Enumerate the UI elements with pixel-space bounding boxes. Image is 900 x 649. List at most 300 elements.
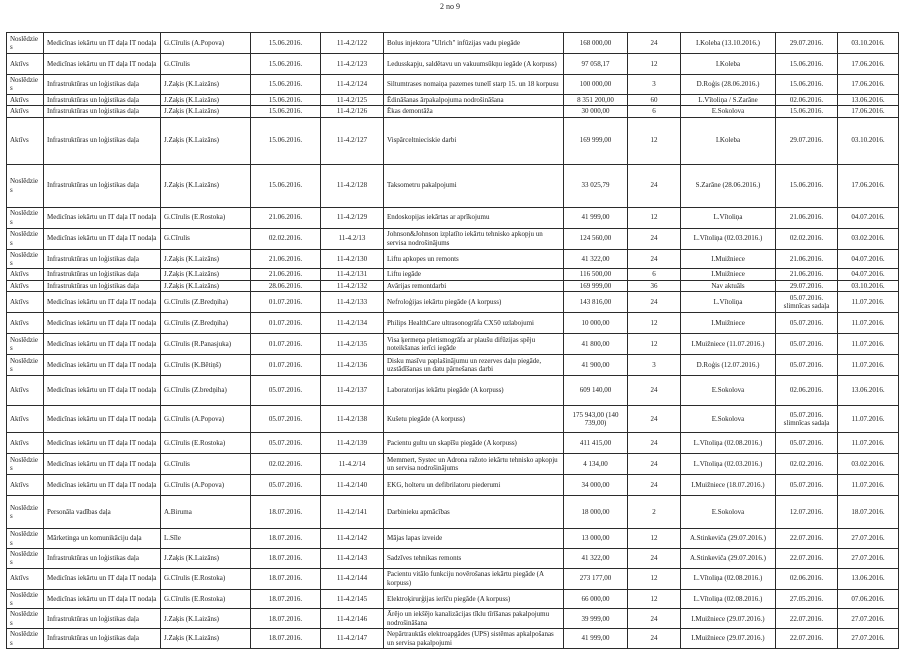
cell-date_b: 03.02.2016.: [838, 228, 899, 249]
table-row: [7, 313, 899, 334]
cell-contract_no: 11-4.2/133: [321, 292, 384, 313]
cell-amount: 41 999,00: [564, 207, 628, 228]
cell-amount: 41 322,00: [564, 548, 628, 568]
cell-contract_no: 11-4.2/124: [321, 75, 384, 95]
cell-date_signed: 01.07.2016.: [251, 292, 321, 313]
cell-date_b: 17.06.2016.: [838, 106, 899, 117]
table-row: [7, 292, 899, 313]
cell-date_signed: 15.06.2016.: [251, 106, 321, 117]
cell-term_months: 24: [628, 406, 681, 433]
cell-subject: Nefroloģijas iekārtu piegāde (A korpuss): [384, 292, 564, 313]
cell-term_months: 60: [628, 94, 681, 105]
cell-subject: Darbinieku apmācības: [384, 496, 564, 529]
cell-subject: Ārējo un iekšējo kanalizācijas tīklu tīrīšanas pakalpojumu nodrošināšana: [384, 609, 564, 629]
cell-responsible_person: G.Cīrulis (Z.Bredņiha): [161, 292, 251, 313]
cell-subject: Visa ķermeņa pletismogrāfa ar plaušu difūzijas spēju noteikšanas ierīci iegāde: [384, 334, 564, 355]
cell-contract_no: 11-4.2/123: [321, 54, 384, 75]
cell-department: Medicīnas iekārtu un IT daļa IT nodaļa: [44, 207, 161, 228]
cell-date_a: 05.07.2016.: [776, 313, 838, 334]
cell-date_b: 11.07.2016.: [838, 292, 899, 313]
cell-date_b: 11.07.2016.: [838, 334, 899, 355]
cell-department: Infrastruktūras un loģistikas daļa: [44, 75, 161, 95]
cell-date_b: 27.07.2016.: [838, 529, 899, 549]
cell-department: Infrastruktūras un loģistikas daļa: [44, 249, 161, 269]
table-row: [7, 454, 899, 475]
cell-department: Medicīnas iekārtu un IT daļa IT nodaļa: [44, 313, 161, 334]
cell-date_signed: 28.06.2016.: [251, 280, 321, 291]
cell-responsible_person: L.Sīle: [161, 529, 251, 549]
cell-term_months: 3: [628, 355, 681, 376]
cell-responsible_person: G.Cīrulis (A.Popova): [161, 406, 251, 433]
cell-status: Noslēdzies: [7, 609, 44, 629]
cell-second_person: I.Koleba: [681, 117, 776, 164]
cell-amount: 4 134,00: [564, 454, 628, 475]
table-row: [7, 164, 899, 207]
cell-status: Noslēdzies: [7, 164, 44, 207]
cell-second_person: E.Sokolova: [681, 496, 776, 529]
cell-amount: 169 999,00: [564, 117, 628, 164]
cell-responsible_person: G.Cīrulis (R.Panasjuka): [161, 334, 251, 355]
cell-second_person: A.Stinkeviča (29.07.2016.): [681, 548, 776, 568]
cell-department: Infrastruktūras un loģistikas daļa: [44, 106, 161, 117]
cell-subject: Pacientu vitālo funkciju novērošanas iekārtu piegāde (A korpuss): [384, 568, 564, 589]
cell-subject: Liftu iegāde: [384, 269, 564, 280]
cell-status: Noslēdzies: [7, 529, 44, 549]
cell-date_a: 21.06.2016.: [776, 249, 838, 269]
cell-date_a: 15.06.2016.: [776, 164, 838, 207]
cell-responsible_person: G.Cīrulis (E.Rostoka): [161, 207, 251, 228]
cell-term_months: 12: [628, 54, 681, 75]
cell-subject: Disku masīvu paplašinājumu un rezerves daļu piegāde, uzstādīšanas un datu pārnešanas darbi: [384, 355, 564, 376]
cell-second_person: L.Vītoliņa (02.08.2016.): [681, 589, 776, 609]
cell-department: Medicīnas iekārtu un IT daļa IT nodaļa: [44, 334, 161, 355]
cell-date_a: 21.06.2016.: [776, 269, 838, 280]
cell-status: Noslēdzies: [7, 249, 44, 269]
cell-date_signed: 01.07.2016.: [251, 334, 321, 355]
cell-contract_no: 11-4.2/141: [321, 496, 384, 529]
table-row: [7, 609, 899, 629]
cell-date_signed: 21.06.2016.: [251, 269, 321, 280]
cell-date_a: 02.02.2016.: [776, 454, 838, 475]
cell-date_signed: 18.07.2016.: [251, 548, 321, 568]
cell-term_months: 24: [628, 228, 681, 249]
cell-contract_no: 11-4.2/143: [321, 548, 384, 568]
cell-date_b: 27.07.2016.: [838, 609, 899, 629]
cell-second_person: I.Muižniece: [681, 313, 776, 334]
cell-second_person: I.Muižniece: [681, 269, 776, 280]
cell-contract_no: 11-4.2/126: [321, 106, 384, 117]
cell-subject: EKG, holteru un defibrilatoru piederumi: [384, 475, 564, 496]
cell-date_b: 07.06.2016.: [838, 589, 899, 609]
cell-responsible_person: G.Cīrulis (Z.Bredņiha): [161, 313, 251, 334]
cell-subject: Ledusskapju, saldētavu un vakuumsūkņu iegāde (A korpuss): [384, 54, 564, 75]
cell-contract_no: 11-4.2/128: [321, 164, 384, 207]
table-row: [7, 54, 899, 75]
cell-department: Infrastruktūras un loģistikas daļa: [44, 280, 161, 291]
cell-contract_no: 11-4.2/147: [321, 629, 384, 649]
cell-responsible_person: G.Cīrulis (E.Rostoka): [161, 568, 251, 589]
cell-contract_no: 11-4.2/145: [321, 589, 384, 609]
cell-date_a: 05.07.2016.: [776, 433, 838, 454]
cell-status: Aktīvs: [7, 54, 44, 75]
cell-contract_no: 11-4.2/125: [321, 94, 384, 105]
cell-date_signed: 21.06.2016.: [251, 249, 321, 269]
cell-contract_no: 11-4.2/137: [321, 376, 384, 406]
table-row: [7, 433, 899, 454]
cell-subject: Kušetu piegāde (A korpuss): [384, 406, 564, 433]
cell-term_months: 24: [628, 475, 681, 496]
cell-contract_no: 11-4.2/142: [321, 529, 384, 549]
cell-date_a: 05.07.2016.: [776, 475, 838, 496]
cell-contract_no: 11-4.2/138: [321, 406, 384, 433]
cell-date_a: 22.07.2016.: [776, 629, 838, 649]
table-row: [7, 355, 899, 376]
cell-amount: 41 800,00: [564, 334, 628, 355]
table-row: [7, 548, 899, 568]
cell-date_a: 29.07.2016.: [776, 280, 838, 291]
cell-date_b: 04.07.2016.: [838, 207, 899, 228]
cell-date_b: 03.10.2016.: [838, 117, 899, 164]
cell-status: Aktīvs: [7, 106, 44, 117]
cell-amount: 33 025,79: [564, 164, 628, 207]
cell-date_signed: 15.06.2016.: [251, 164, 321, 207]
cell-amount: 97 058,17: [564, 54, 628, 75]
cell-contract_no: 11-4.2/14: [321, 454, 384, 475]
cell-status: Aktīvs: [7, 292, 44, 313]
table-row: [7, 629, 899, 649]
cell-second_person: I.Muižniece (18.07.2016.): [681, 475, 776, 496]
cell-date_a: 21.06.2016.: [776, 207, 838, 228]
cell-responsible_person: J.Zaķis (K.Laizāns): [161, 75, 251, 95]
cell-status: Aktīvs: [7, 94, 44, 105]
cell-term_months: 24: [628, 33, 681, 54]
cell-subject: Ēkas demontāža: [384, 106, 564, 117]
cell-term_months: 6: [628, 106, 681, 117]
cell-amount: 34 000,00: [564, 475, 628, 496]
cell-subject: Philips HealthCare ultrasonogrāfa CX50 uzlabojumi: [384, 313, 564, 334]
cell-date_a: 29.07.2016.: [776, 117, 838, 164]
cell-status: Noslēdzies: [7, 334, 44, 355]
cell-second_person: L.Vītoliņa (02.08.2016.): [681, 568, 776, 589]
cell-status: Aktīvs: [7, 475, 44, 496]
cell-date_b: 27.07.2016.: [838, 629, 899, 649]
cell-date_b: 04.07.2016.: [838, 249, 899, 269]
cell-amount: 609 140,00: [564, 376, 628, 406]
cell-department: Infrastruktūras un loģistikas daļa: [44, 548, 161, 568]
cell-term_months: 24: [628, 454, 681, 475]
table-row: [7, 228, 899, 249]
cell-second_person: E.Sokolova: [681, 406, 776, 433]
cell-amount: 66 000,00: [564, 589, 628, 609]
cell-date_b: 03.10.2016.: [838, 280, 899, 291]
cell-amount: 168 000,00: [564, 33, 628, 54]
cell-date_signed: 02.02.2016.: [251, 454, 321, 475]
cell-date_a: 05.07.2016. slimnīcas sadaļa: [776, 292, 838, 313]
table-row: [7, 94, 899, 105]
cell-second_person: L.Vītoliņa (02.03.2016.): [681, 454, 776, 475]
cell-department: Medicīnas iekārtu un IT daļa IT nodaļa: [44, 433, 161, 454]
cell-second_person: L.Vītoliņa: [681, 207, 776, 228]
page-number: 2 no 9: [440, 2, 460, 11]
cell-department: Medicīnas iekārtu un IT daļa IT nodaļa: [44, 228, 161, 249]
cell-date_signed: 15.06.2016.: [251, 75, 321, 95]
cell-date_signed: 18.07.2016.: [251, 629, 321, 649]
cell-status: Noslēdzies: [7, 629, 44, 649]
cell-department: Medicīnas iekārtu un IT daļa IT nodaļa: [44, 406, 161, 433]
cell-contract_no: 11-4.2/13: [321, 228, 384, 249]
cell-responsible_person: J.Zaķis (K.Laizāns): [161, 164, 251, 207]
cell-subject: Sadzīves tehnikas remonts: [384, 548, 564, 568]
cell-date_signed: 15.06.2016.: [251, 54, 321, 75]
cell-status: Noslēdzies: [7, 75, 44, 95]
cell-term_months: 12: [628, 117, 681, 164]
cell-amount: 41 900,00: [564, 355, 628, 376]
cell-responsible_person: J.Zaķis (K.Laizāns): [161, 106, 251, 117]
cell-responsible_person: J.Zaķis (K.Laizāns): [161, 117, 251, 164]
cell-subject: Elektroķirurģijas ierīču piegāde (A korpuss): [384, 589, 564, 609]
cell-term_months: 36: [628, 280, 681, 291]
cell-date_b: 17.06.2016.: [838, 164, 899, 207]
cell-responsible_person: G.Cīrulis: [161, 454, 251, 475]
table-row: [7, 117, 899, 164]
cell-department: Medicīnas iekārtu un IT daļa IT nodaļa: [44, 376, 161, 406]
cell-subject: Liftu apkopes un remonts: [384, 249, 564, 269]
table-row: [7, 106, 899, 117]
cell-term_months: 2: [628, 496, 681, 529]
cell-date_b: 11.07.2016.: [838, 475, 899, 496]
cell-second_person: L.Vītoliņa (02.08.2016.): [681, 433, 776, 454]
cell-responsible_person: G.Cīrulis (K.Bētiņš): [161, 355, 251, 376]
cell-term_months: 24: [628, 629, 681, 649]
cell-second_person: I.Koleba (13.10.2016.): [681, 33, 776, 54]
cell-date_signed: 05.07.2016.: [251, 406, 321, 433]
cell-term_months: 24: [628, 548, 681, 568]
cell-amount: 41 322,00: [564, 249, 628, 269]
cell-second_person: D.Roģis (28.06.2016.): [681, 75, 776, 95]
cell-department: Personāla vadības daļa: [44, 496, 161, 529]
cell-status: Aktīvs: [7, 406, 44, 433]
cell-second_person: I.Muižniece (29.07.2016.): [681, 629, 776, 649]
cell-subject: Siltumtrases nomaiņa pazemes tunelī starp 15. un 18 korpusu: [384, 75, 564, 95]
cell-date_b: 13.06.2016.: [838, 568, 899, 589]
cell-amount: 41 999,00: [564, 629, 628, 649]
cell-department: Infrastruktūras un loģistikas daļa: [44, 629, 161, 649]
cell-date_b: 17.06.2016.: [838, 75, 899, 95]
cell-amount: 13 000,00: [564, 529, 628, 549]
cell-subject: Mājas lapas izveide: [384, 529, 564, 549]
cell-status: Noslēdzies: [7, 355, 44, 376]
cell-subject: Laboratorijas iekārtu piegāde (A korpuss): [384, 376, 564, 406]
cell-date_b: 11.07.2016.: [838, 313, 899, 334]
contracts-table: [6, 32, 899, 649]
cell-contract_no: 11-4.2/127: [321, 117, 384, 164]
table-row: [7, 475, 899, 496]
cell-status: Noslēdzies: [7, 228, 44, 249]
cell-term_months: 24: [628, 164, 681, 207]
cell-subject: Pacientu gultu un skapīšu piegāde (A korpuss): [384, 433, 564, 454]
cell-amount: 273 177,00: [564, 568, 628, 589]
cell-contract_no: 11-4.2/131: [321, 269, 384, 280]
cell-responsible_person: J.Zaķis (K.Laizāns): [161, 94, 251, 105]
cell-term_months: 24: [628, 609, 681, 629]
cell-date_a: 27.05.2016.: [776, 589, 838, 609]
table-row: [7, 376, 899, 406]
cell-responsible_person: J.Zaķis (K.Laizāns): [161, 548, 251, 568]
cell-second_person: D.Roģis (12.07.2016.): [681, 355, 776, 376]
cell-term_months: 24: [628, 292, 681, 313]
cell-date_b: 27.07.2016.: [838, 548, 899, 568]
cell-department: Medicīnas iekārtu un IT daļa IT nodaļa: [44, 355, 161, 376]
cell-responsible_person: G.Cīrulis (Z.bredņiha): [161, 376, 251, 406]
cell-subject: Endoskopijas iekārtas ar aprīkojumu: [384, 207, 564, 228]
cell-amount: 39 999,00: [564, 609, 628, 629]
cell-contract_no: 11-4.2/146: [321, 609, 384, 629]
cell-department: Medicīnas iekārtu un IT daļa IT nodaļa: [44, 475, 161, 496]
cell-amount: 175 943,00 (140 739,00): [564, 406, 628, 433]
cell-date_signed: 18.07.2016.: [251, 609, 321, 629]
cell-date_a: 22.07.2016.: [776, 529, 838, 549]
cell-department: Infrastruktūras un loģistikas daļa: [44, 94, 161, 105]
cell-department: Infrastruktūras un loģistikas daļa: [44, 164, 161, 207]
cell-date_signed: 05.07.2016.: [251, 376, 321, 406]
cell-date_a: 02.02.2016.: [776, 228, 838, 249]
cell-term_months: 3: [628, 75, 681, 95]
cell-second_person: I.Muižniece (11.07.2016.): [681, 334, 776, 355]
cell-date_b: 17.06.2016.: [838, 54, 899, 75]
cell-date_a: 05.07.2016.: [776, 355, 838, 376]
cell-date_signed: 05.07.2016.: [251, 433, 321, 454]
cell-amount: 100 000,00: [564, 75, 628, 95]
cell-date_a: 05.07.2016. slimnīcas sadaļa: [776, 406, 838, 433]
table-row: [7, 280, 899, 291]
cell-subject: Avārijas remontdarbi: [384, 280, 564, 291]
cell-contract_no: 11-4.2/132: [321, 280, 384, 291]
cell-term_months: 12: [628, 568, 681, 589]
cell-responsible_person: G.Cīrulis (A.Popova): [161, 475, 251, 496]
table-row: [7, 496, 899, 529]
cell-second_person: I.Koleba: [681, 54, 776, 75]
cell-responsible_person: J.Zaķis (K.Laizāns): [161, 609, 251, 629]
cell-date_a: 12.07.2016.: [776, 496, 838, 529]
cell-date_signed: 18.07.2016.: [251, 496, 321, 529]
cell-date_a: 05.07.2016.: [776, 334, 838, 355]
cell-status: Aktīvs: [7, 280, 44, 291]
cell-contract_no: 11-4.2/129: [321, 207, 384, 228]
cell-term_months: 24: [628, 433, 681, 454]
cell-date_a: 15.06.2016.: [776, 75, 838, 95]
cell-second_person: L.Vītoliņa (02.03.2016.): [681, 228, 776, 249]
cell-term_months: 12: [628, 313, 681, 334]
cell-contract_no: 11-4.2/134: [321, 313, 384, 334]
cell-amount: 18 000,00: [564, 496, 628, 529]
table-row: [7, 75, 899, 95]
cell-date_b: 11.07.2016.: [838, 406, 899, 433]
table-row: [7, 249, 899, 269]
cell-date_signed: 18.07.2016.: [251, 589, 321, 609]
cell-date_a: 22.07.2016.: [776, 609, 838, 629]
cell-contract_no: 11-4.2/130: [321, 249, 384, 269]
cell-department: Infrastruktūras un loģistikas daļa: [44, 609, 161, 629]
cell-department: Infrastruktūras un loģistikas daļa: [44, 269, 161, 280]
cell-second_person: S.Zarāne (28.06.2016.): [681, 164, 776, 207]
cell-responsible_person: G.Cīrulis (E.Rostoka): [161, 433, 251, 454]
table-row: [7, 269, 899, 280]
cell-date_b: 03.02.2016.: [838, 454, 899, 475]
cell-status: Aktīvs: [7, 269, 44, 280]
cell-second_person: E.Sokolova: [681, 376, 776, 406]
cell-contract_no: 11-4.2/136: [321, 355, 384, 376]
cell-amount: 143 816,00: [564, 292, 628, 313]
table-row: [7, 33, 899, 54]
cell-status: Aktīvs: [7, 117, 44, 164]
cell-amount: 10 000,00: [564, 313, 628, 334]
cell-status: Noslēdzies: [7, 589, 44, 609]
cell-second_person: I.Muižniece: [681, 249, 776, 269]
cell-department: Medicīnas iekārtu un IT daļa IT nodaļa: [44, 454, 161, 475]
cell-department: Infrastruktūras un loģistikas daļa: [44, 117, 161, 164]
cell-status: Aktīvs: [7, 313, 44, 334]
cell-subject: Vispārceltnieciskie darbi: [384, 117, 564, 164]
cell-status: Aktīvs: [7, 433, 44, 454]
cell-date_b: 13.06.2016.: [838, 376, 899, 406]
cell-date_signed: 15.06.2016.: [251, 117, 321, 164]
cell-status: Noslēdzies: [7, 207, 44, 228]
cell-second_person: L.Vītoliņa: [681, 292, 776, 313]
cell-date_signed: 01.07.2016.: [251, 313, 321, 334]
cell-date_signed: 01.07.2016.: [251, 355, 321, 376]
table-row: [7, 406, 899, 433]
cell-amount: 30 000,00: [564, 106, 628, 117]
table-row: [7, 529, 899, 549]
cell-second_person: A.Stinkeviča (29.07.2016.): [681, 529, 776, 549]
cell-status: Aktīvs: [7, 376, 44, 406]
contracts-table-body: [7, 33, 899, 649]
cell-amount: 116 500,00: [564, 269, 628, 280]
cell-second_person: L.Vītoliņa / S.Zarāne: [681, 94, 776, 105]
cell-department: Medicīnas iekārtu un IT daļa IT nodaļa: [44, 33, 161, 54]
cell-subject: Taksometru pakalpojumi: [384, 164, 564, 207]
cell-date_b: 04.07.2016.: [838, 269, 899, 280]
cell-contract_no: 11-4.2/140: [321, 475, 384, 496]
cell-date_signed: 15.06.2016.: [251, 94, 321, 105]
cell-department: Medicīnas iekārtu un IT daļa IT nodaļa: [44, 568, 161, 589]
cell-date_b: 03.10.2016.: [838, 33, 899, 54]
cell-contract_no: 11-4.2/139: [321, 433, 384, 454]
cell-responsible_person: G.Cīrulis: [161, 228, 251, 249]
cell-date_a: 02.06.2016.: [776, 94, 838, 105]
cell-status: Noslēdzies: [7, 548, 44, 568]
cell-date_a: 22.07.2016.: [776, 548, 838, 568]
cell-date_signed: 18.07.2016.: [251, 529, 321, 549]
cell-date_a: 29.07.2016.: [776, 33, 838, 54]
cell-responsible_person: J.Zaķis (K.Laizāns): [161, 629, 251, 649]
cell-subject: Ēdināšanas ārpakalpojuma nodrošināšana: [384, 94, 564, 105]
cell-responsible_person: J.Zaķis (K.Laizāns): [161, 269, 251, 280]
cell-date_b: 11.07.2016.: [838, 433, 899, 454]
cell-date_signed: 21.06.2016.: [251, 207, 321, 228]
cell-status: Noslēdzies: [7, 454, 44, 475]
table-row: [7, 207, 899, 228]
cell-responsible_person: G.Cīrulis (E.Rostoka): [161, 589, 251, 609]
cell-date_a: 02.06.2016.: [776, 376, 838, 406]
cell-responsible_person: A.Biruma: [161, 496, 251, 529]
cell-responsible_person: J.Zaķis (K.Laizāns): [161, 280, 251, 291]
cell-department: Medicīnas iekārtu un IT daļa IT nodaļa: [44, 54, 161, 75]
cell-second_person: E.Sokolova: [681, 106, 776, 117]
cell-date_signed: 18.07.2016.: [251, 568, 321, 589]
cell-term_months: 24: [628, 376, 681, 406]
cell-status: Noslēdzies: [7, 496, 44, 529]
